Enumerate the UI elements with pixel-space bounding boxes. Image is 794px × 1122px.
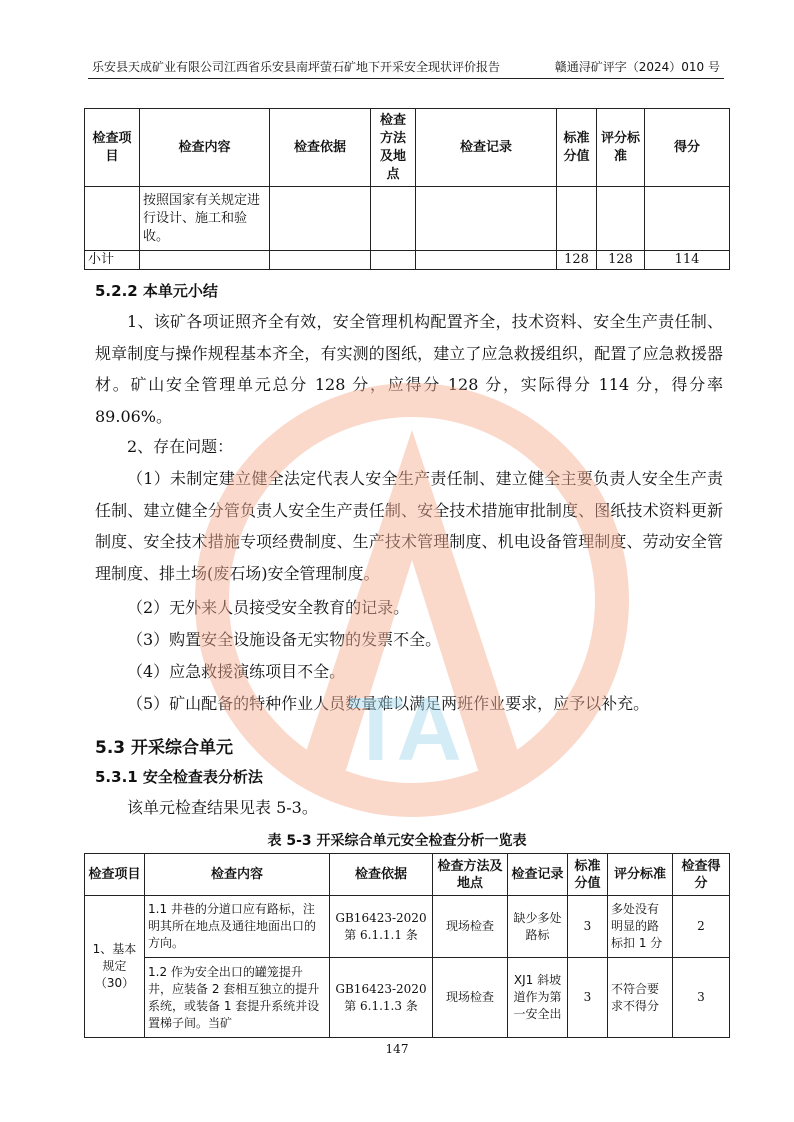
table-cell bbox=[557, 187, 597, 251]
header-doc-number: 赣通浔矿评字（2024）010 号 bbox=[554, 60, 720, 74]
table-cell bbox=[416, 251, 557, 270]
problem-item: （3）购置安全设施设备无实物的发票不全。 bbox=[127, 630, 442, 649]
scoring-rule-cell: 不符合要求不得分 bbox=[608, 958, 673, 1038]
section-title-5-3-1: 5.3.1 安全检查表分析法 bbox=[95, 768, 263, 786]
summary-paragraph: 1、该矿各项证照齐全有效，安全管理机构配置齐全，技术资料、安全生产责任制、规章制度与操作规程基本齐全，有实测的图纸，建立了应急救援组织，配置了应急救援器材。矿山安全管理单元总分 128 分，应得分 128 分，实际得分 114 分，得分率 89.06%。 bbox=[95, 312, 723, 426]
col-header: 评分标准 bbox=[608, 854, 673, 896]
table-caption: 表 5-3 开采综合单元安全检查分析一览表 bbox=[267, 833, 527, 849]
table-cell bbox=[371, 187, 416, 251]
table-cell bbox=[140, 251, 270, 270]
table-cell bbox=[645, 187, 730, 251]
col-header: 评分标准 bbox=[597, 109, 645, 187]
check-basis-cell: GB16423-2020 第 6.1.1.1 条 bbox=[330, 896, 433, 958]
check-method-cell: 现场检查 bbox=[433, 958, 508, 1038]
table-cell bbox=[270, 251, 371, 270]
col-header: 检查记录 bbox=[416, 109, 557, 187]
col-header: 检查记录 bbox=[508, 854, 568, 896]
problem-item: （4）应急救援演练项目不全。 bbox=[127, 662, 346, 681]
problem-item-1: （1）未制定建立健全法定代表人安全生产责任制、建立健全主要负责人安全生产责任制、建立健全分管负责人安全生产责任制、安全技术措施审批制度、图纸技术资料更新制度、安全技术措施专项经费制度、生产技术管理制度、机电设备管理制度、劳动安全管理制度、排土场(废石场)安全管理制度。 bbox=[95, 469, 723, 583]
table-cell bbox=[416, 187, 557, 251]
table-row bbox=[85, 187, 730, 251]
col-header: 检查得分 bbox=[673, 854, 730, 896]
col-header: 检查依据 bbox=[270, 109, 371, 187]
section-title-5-3: 5.3 开采综合单元 bbox=[95, 738, 234, 758]
check-content-cell: 1.2 作为安全出口的罐笼提升井，应装备 2 套相互独立的提升系统，或装备 1 套提升系统并设置梯子间。当矿 bbox=[145, 958, 330, 1038]
score-cell: 2 bbox=[673, 896, 730, 958]
subtotal-label: 小计 bbox=[85, 251, 140, 270]
section-title-5-2-2: 5.2.2 本单元小结 bbox=[95, 282, 218, 300]
score-cell: 3 bbox=[673, 958, 730, 1038]
table-row bbox=[85, 896, 730, 958]
col-header: 检查项目 bbox=[85, 854, 145, 896]
table-header-row bbox=[85, 854, 730, 896]
standard-score-cell: 3 bbox=[568, 896, 608, 958]
scoring-rule-cell: 多处没有明显的路标扣 1 分 bbox=[608, 896, 673, 958]
subtotal-row bbox=[85, 251, 730, 270]
table-cell bbox=[270, 187, 371, 251]
check-record-cell: XJ1 斜坡道作为第一安全出 bbox=[508, 958, 568, 1038]
standard-score-cell: 3 bbox=[568, 958, 608, 1038]
col-header: 标准分值 bbox=[557, 109, 597, 187]
col-header: 检查方法及地点 bbox=[371, 109, 416, 187]
problems-heading: 2、存在问题： bbox=[127, 437, 234, 456]
header-divider bbox=[88, 78, 724, 79]
check-basis-cell: GB16423-2020 第 6.1.1.3 条 bbox=[330, 958, 433, 1038]
col-header: 检查依据 bbox=[330, 854, 433, 896]
header-title: 乐安县天成矿业有限公司江西省乐安县南坪萤石矿地下开采安全现状评价报告 bbox=[92, 60, 501, 74]
check-content-cell: 1.1 井巷的分道口应有路标，注明其所在地点及通往地面出口的方向。 bbox=[145, 896, 330, 958]
subtotal-standard: 128 bbox=[557, 251, 597, 270]
page-number: 147 bbox=[385, 1042, 409, 1056]
table-cell bbox=[85, 187, 140, 251]
check-item-group: 1、基本规定（30） bbox=[85, 896, 145, 1038]
col-header: 检查方法及地点 bbox=[433, 854, 508, 896]
table-cell bbox=[371, 251, 416, 270]
col-header: 得分 bbox=[645, 109, 730, 187]
problem-item: （5）矿山配备的特种作业人员数量难以满足两班作业要求，应予以补充。 bbox=[127, 694, 650, 713]
running-header bbox=[92, 58, 720, 78]
table-reference: 该单元检查结果见表 5-3。 bbox=[127, 798, 318, 817]
check-record-cell: 缺少多处路标 bbox=[508, 896, 568, 958]
safety-check-table-continued bbox=[84, 108, 730, 270]
table-cell bbox=[597, 187, 645, 251]
mining-safety-check-table bbox=[84, 853, 730, 1038]
check-method-cell: 现场检查 bbox=[433, 896, 508, 958]
problem-item: （2）无外来人员接受安全教育的记录。 bbox=[127, 598, 410, 617]
subtotal-score: 114 bbox=[645, 251, 730, 270]
table-header-row bbox=[85, 109, 730, 187]
check-content-cell: 按照国家有关规定进行设计、施工和验收。 bbox=[140, 187, 270, 251]
watermark-text: TA bbox=[348, 680, 462, 780]
col-header: 检查内容 bbox=[140, 109, 270, 187]
col-header: 标准分值 bbox=[568, 854, 608, 896]
col-header: 检查项目 bbox=[85, 109, 140, 187]
col-header: 检查内容 bbox=[145, 854, 330, 896]
table-row bbox=[85, 958, 730, 1038]
subtotal-scoring: 128 bbox=[597, 251, 645, 270]
